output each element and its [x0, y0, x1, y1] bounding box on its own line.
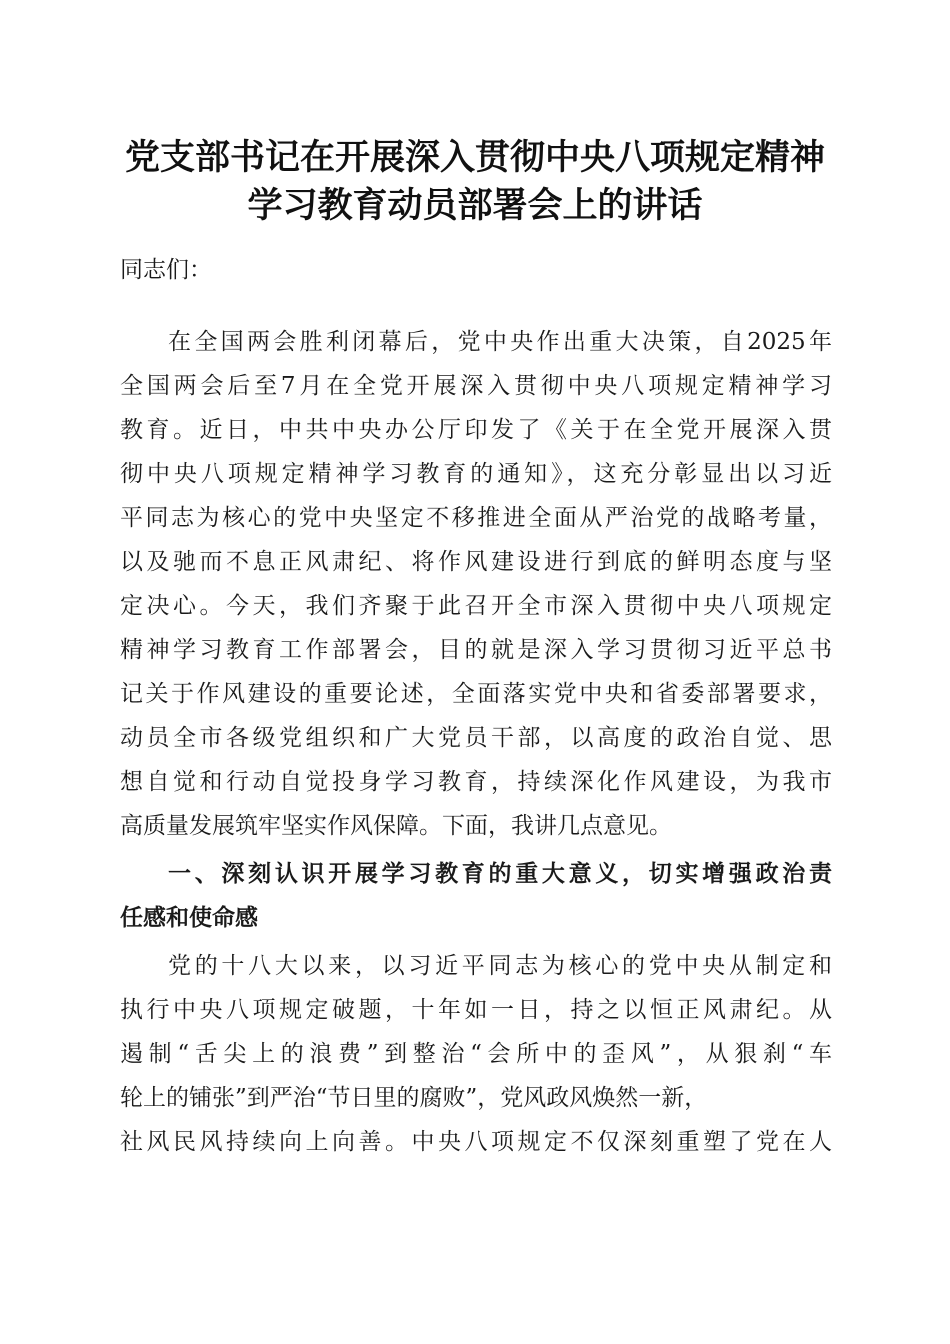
paragraph-1-line: 记关于作风建设的重要论述，全面落实党中央和省委部署要求，: [120, 681, 832, 707]
paragraph-1-line: 以及驰而不息正风肃纪、将作风建设进行到底的鲜明态度与坚: [120, 549, 832, 575]
paragraph-2-line: 遏制“舌尖上的浪费”到整治“会所中的歪风”，从狠刹“车: [120, 1041, 832, 1067]
paragraph-1-line: 动员全市各级党组织和广大党员干部，以高度的政治自觉、思: [120, 725, 832, 751]
paragraph-1-line: 定决心。今天，我们齐聚于此召开全市深入贯彻中央八项规定: [120, 593, 832, 619]
paragraph-1-line: 想自觉和行动自觉投身学习教育，持续深化作风建设，为我市: [120, 769, 832, 795]
paragraph-2-line: 轮上的铺张”到严治“节日里的腐败”，党风政风焕然一新，: [120, 1085, 708, 1111]
section-heading-1-line: 任感和使命感: [120, 905, 258, 931]
paragraph-2-line: 党的十八大以来，以习近平同志为核心的党中央从制定和: [168, 953, 832, 979]
section-heading-1-line: 一、深刻认识开展学习教育的重大意义，切实增强政治责: [168, 861, 832, 887]
document-title-line-1: 党支部书记在开展深入贯彻中央八项规定精神: [124, 137, 825, 178]
paragraph-1-line: 精神学习教育工作部署会，目的就是深入学习贯彻习近平总书: [120, 637, 832, 663]
paragraph-1-line: 平同志为核心的党中央坚定不移推进全面从严治党的战略考量，: [120, 505, 832, 531]
salutation: 同志们：: [120, 257, 212, 283]
paragraph-1-line: 在全国两会胜利闭幕后，党中央作出重大决策，自2025年: [168, 329, 832, 355]
paragraph-1-line: 高质量发展筑牢坚实作风保障。下面，我讲几点意见。: [120, 813, 672, 839]
paragraph-1-line: 彻中央八项规定精神学习教育的通知》，这充分彰显出以习近: [120, 461, 832, 487]
document-title-line-2: 学习教育动员部署会上的讲话: [247, 185, 703, 226]
paragraph-2-line: 社风民风持续向上向善。中央八项规定不仅深刻重塑了党在人: [120, 1129, 832, 1155]
paragraph-1-line: 教育。近日，中共中央办公厅印发了《关于在全党开展深入贯: [120, 417, 832, 443]
paragraph-2-line: 执行中央八项规定破题，十年如一日，持之以恒正风肃纪。从: [120, 997, 832, 1023]
paragraph-1-line: 全国两会后至7月在全党开展深入贯彻中央八项规定精神学习: [120, 373, 832, 399]
